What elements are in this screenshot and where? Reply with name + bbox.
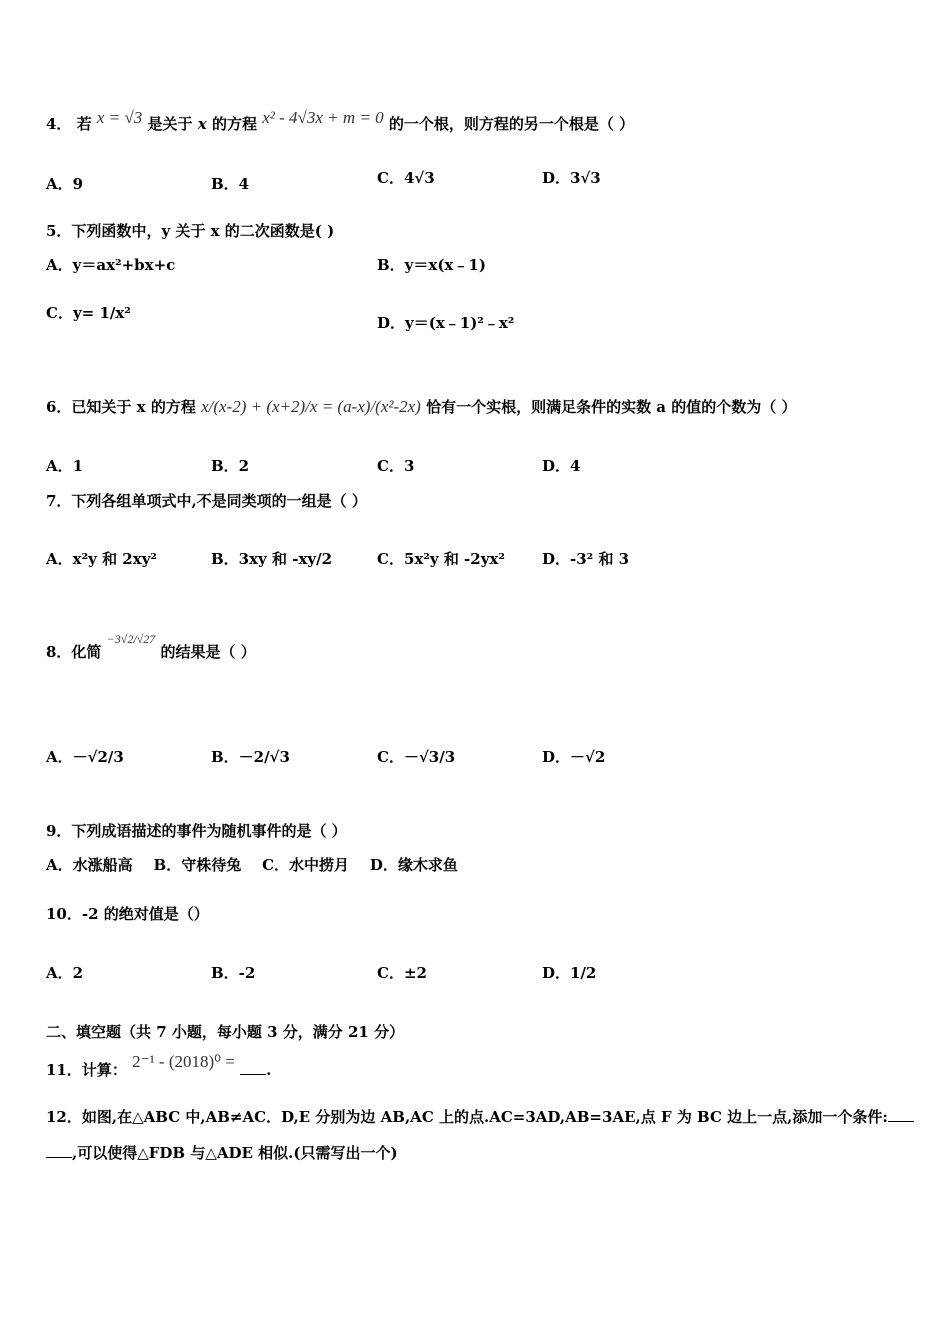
q8-option-a: A．－√2/3 [46, 748, 124, 766]
q4-number: 4． [46, 115, 72, 133]
q11-number: 11．计算： [46, 1061, 127, 1079]
section-2-heading: 二、填空题（共 7 小题，每小题 3 分，满分 21 分） [46, 1023, 405, 1041]
q4-equation: x² - 4√3x + m = 0 [262, 108, 384, 127]
q7-option-c: C．5x²y 和 -2yx² [377, 550, 505, 568]
q12-answer-blank-cont[interactable] [46, 1157, 72, 1158]
q8-option-d: D．－√2 [542, 748, 606, 766]
q6-option-b: B．2 [211, 457, 250, 475]
q4-text-1: 若 [76, 115, 92, 133]
q12-text-1: 12．如图,在△ABC 中,AB≠AC．D,E 分别为边 AB,AC 上的点.AC=3AD,AB=3AE,点 F 为 BC 边上一点,添加一个条件: [46, 1108, 888, 1126]
q6-equation: x/(x-2) + (x+2)/x = (a-x)/(x²-2x) [201, 397, 421, 416]
q5-option-a: A．y＝ax²+bx+c [46, 256, 176, 274]
q7-option-b: B．3xy 和 -xy/2 [211, 550, 333, 568]
q6-option-a: A．1 [46, 457, 84, 475]
q9-options: A．水涨船高 B．守株待兔 C．水中捞月 D．缘木求鱼 [46, 856, 458, 874]
q11-period: . [266, 1061, 272, 1079]
q11-expression: 2⁻¹ - (2018)⁰ = [132, 1052, 235, 1071]
question-8 [46, 632, 256, 663]
q8-option-c: C．－√3/3 [377, 748, 456, 766]
q8-number: 8．化简 [46, 643, 102, 661]
q5-option-b: B．y＝x(x﹣1) [377, 256, 486, 274]
q4-option-d: D．3√3 [542, 169, 601, 187]
question-12-line-2 [46, 1143, 398, 1163]
q8-tail: 的结果是（ ） [160, 643, 256, 661]
q6-text: 6．已知关于 x 的方程 [46, 398, 196, 416]
q12-answer-blank[interactable] [888, 1121, 914, 1122]
q8-expression: −3√2/√27 [106, 632, 156, 646]
q5-option-d: D．y＝(x﹣1)²﹣x² [377, 314, 515, 332]
q4-text-4: 的方程 [211, 115, 257, 133]
question-11 [46, 1052, 272, 1080]
q10-option-b: B．-2 [211, 964, 256, 982]
q4-variable: x [197, 115, 207, 133]
q4-option-a: A．9 [46, 175, 84, 193]
q10-option-a: A．2 [46, 964, 84, 982]
q10-option-c: C．±2 [377, 964, 427, 982]
q6-tail: 恰有一个实根，则满足条件的实数 a 的值的个数为（ ） [426, 398, 797, 416]
q4-condition: x = √3 [96, 108, 143, 127]
question-12-line-1 [46, 1107, 914, 1127]
q7-option-a: A．x²y 和 2xy² [46, 550, 157, 568]
q8-option-b: B．－2/√3 [211, 748, 290, 766]
q5-option-c: C．y= 1/x² [46, 304, 131, 322]
q11-answer-blank[interactable] [240, 1074, 266, 1075]
question-9: 9．下列成语描述的事件为随机事件的是（ ） [46, 822, 347, 840]
question-10: 10．-2 的绝对值是（） [46, 905, 209, 923]
q6-option-d: D．4 [542, 457, 581, 475]
q4-text-5: 的一个根，则方程的另一个根是（ ） [388, 115, 635, 133]
q4-option-b: B．4 [211, 175, 250, 193]
question-6 [46, 397, 796, 417]
question-5: 5．下列函数中，y 关于 x 的二次函数是( ) [46, 222, 335, 240]
question-4 [46, 108, 635, 134]
q6-option-c: C．3 [377, 457, 415, 475]
q12-text-2: ,可以使得△FDB 与△ADE 相似.(只需写出一个) [72, 1144, 398, 1162]
q4-text-2: 是关于 [147, 115, 193, 133]
q10-option-d: D．1/2 [542, 964, 597, 982]
q7-option-d: D．-3² 和 3 [542, 550, 630, 568]
q4-option-c: C．4√3 [377, 169, 435, 187]
question-7: 7．下列各组单项式中,不是同类项的一组是（ ） [46, 492, 367, 510]
